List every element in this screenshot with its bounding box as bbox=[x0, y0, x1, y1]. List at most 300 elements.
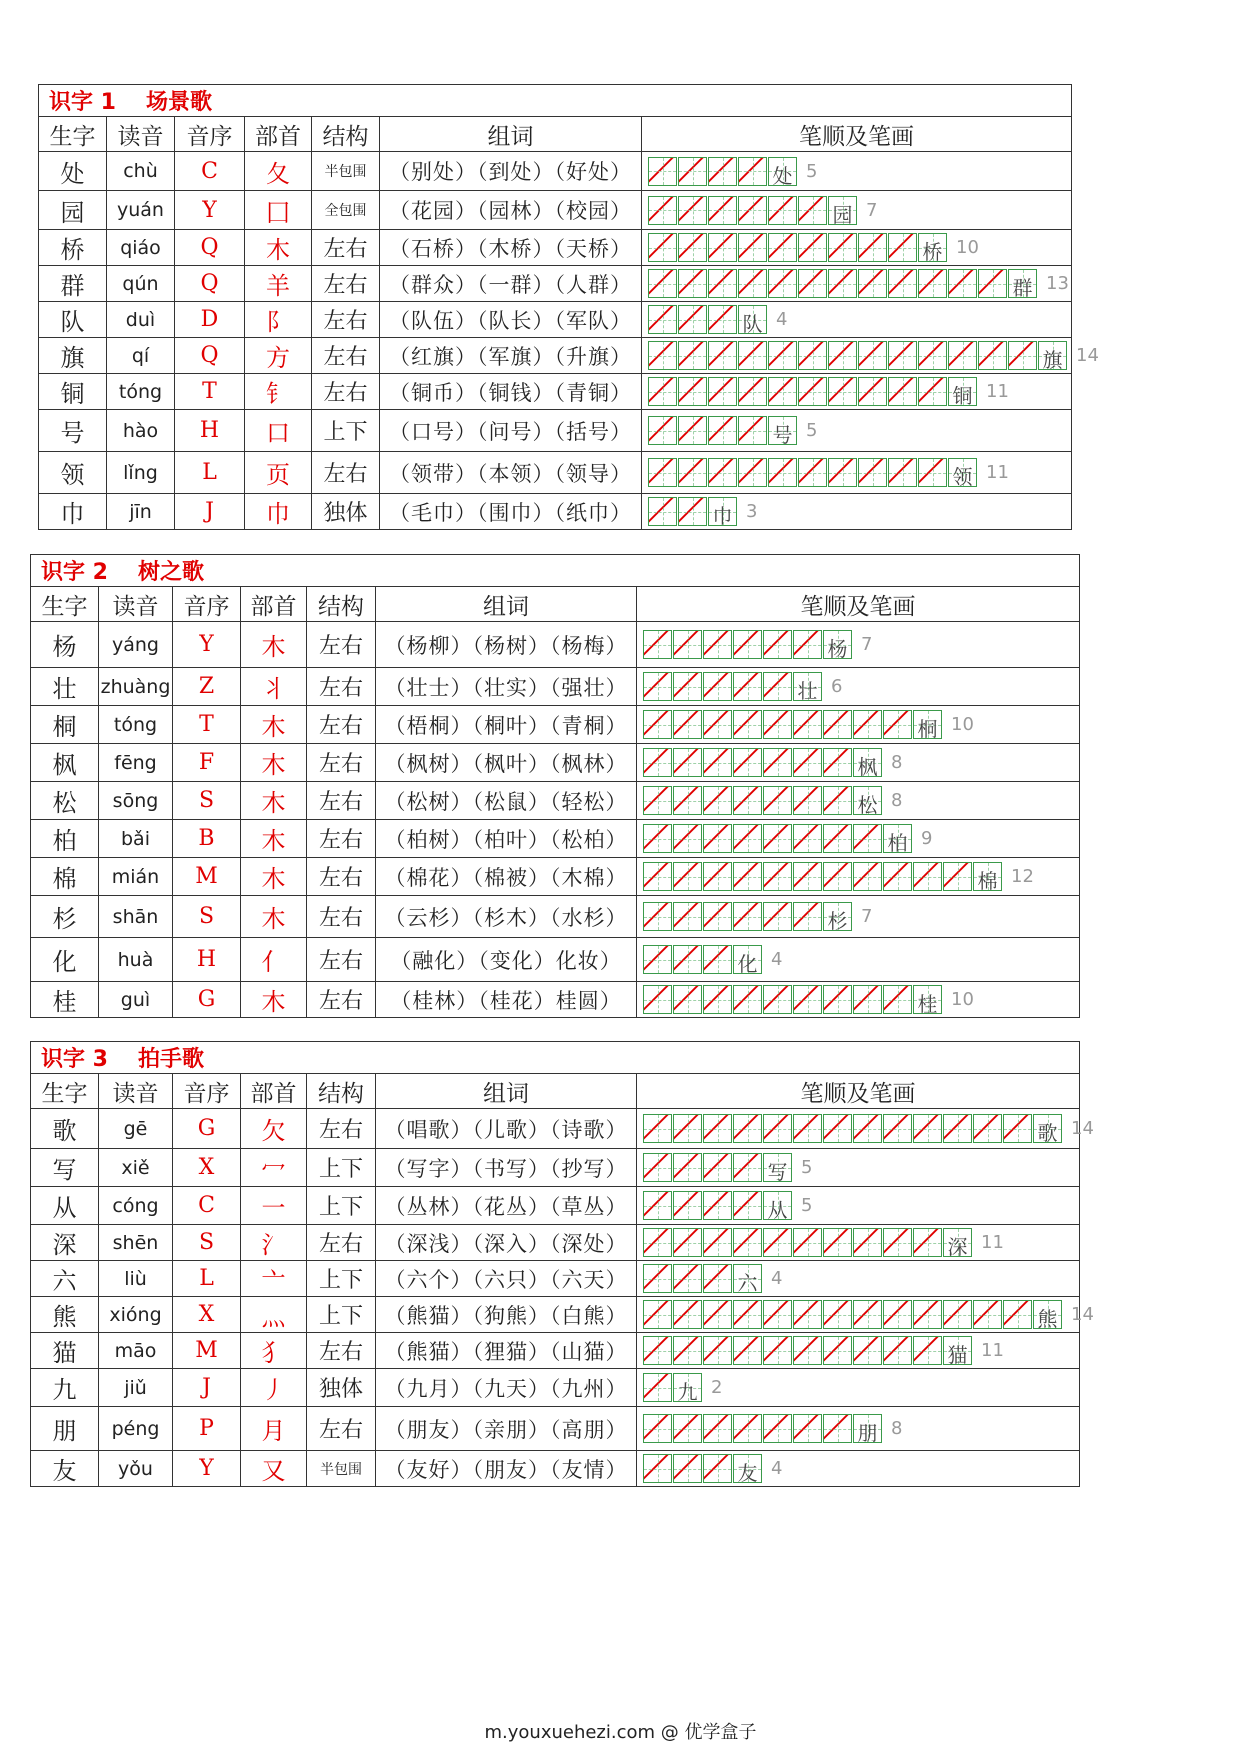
stroke-count: 13 bbox=[1046, 273, 1069, 294]
stroke-final-glyph: 领 bbox=[952, 465, 973, 489]
words-cell: （口号）（问号）（括号） bbox=[380, 410, 642, 452]
words-cell: （红旗）（军旗）（升旗） bbox=[380, 338, 642, 374]
stroke-box bbox=[1033, 1300, 1062, 1329]
structure-cell: 左右 bbox=[312, 230, 380, 266]
character-cell: 桐 bbox=[31, 706, 99, 744]
stroke-box bbox=[738, 196, 767, 225]
header-words: 组词 bbox=[376, 1074, 637, 1109]
words-cell: （铜币）（铜钱）（青铜） bbox=[380, 374, 642, 410]
structure-cell: 左右 bbox=[307, 1225, 376, 1261]
structure-cell: 上下 bbox=[307, 1261, 376, 1297]
radical-cell: 羊 bbox=[245, 266, 312, 302]
stroke-box bbox=[973, 1114, 1002, 1143]
stroke-final-glyph: 壮 bbox=[797, 679, 818, 703]
stroke-box bbox=[643, 985, 672, 1014]
stroke-box bbox=[643, 1228, 672, 1257]
pinyin-cell: guì bbox=[99, 982, 173, 1018]
pinyin-cell: xióng bbox=[99, 1297, 173, 1333]
initial-cell: X bbox=[173, 1149, 241, 1187]
stroke-box bbox=[1003, 1300, 1032, 1329]
words-cell: （毛巾）（围巾）（纸巾） bbox=[380, 494, 642, 530]
radical-cell: 木 bbox=[241, 744, 307, 782]
stroke-box bbox=[643, 1336, 672, 1365]
table-row bbox=[39, 302, 1072, 338]
words-cell: （九月）（九天）（九州） bbox=[376, 1369, 637, 1407]
stroke-box bbox=[853, 1114, 882, 1143]
stroke-final-glyph: 化 bbox=[737, 952, 758, 976]
stroke-final-glyph: 桂 bbox=[917, 992, 938, 1016]
stroke-box bbox=[768, 416, 797, 445]
stroke-order-cell bbox=[637, 1333, 1080, 1369]
radical-cell: 阝 bbox=[245, 302, 312, 338]
character-cell: 巾 bbox=[39, 494, 107, 530]
structure-cell: 左右 bbox=[307, 858, 376, 896]
stroke-box bbox=[703, 945, 732, 974]
stroke-box bbox=[888, 458, 917, 487]
stroke-final-glyph: 枫 bbox=[857, 755, 878, 779]
pinyin-cell: fēng bbox=[99, 744, 173, 782]
stroke-box bbox=[853, 862, 882, 891]
table-row bbox=[31, 982, 1080, 1018]
stroke-box bbox=[703, 1191, 732, 1220]
stroke-box bbox=[1003, 1114, 1032, 1143]
stroke-box bbox=[913, 1228, 942, 1257]
stroke-final-glyph: 处 bbox=[772, 163, 793, 188]
stroke-box bbox=[673, 786, 702, 815]
table-row bbox=[31, 1451, 1080, 1487]
stroke-count: 11 bbox=[981, 1232, 1004, 1253]
pinyin-cell: lǐng bbox=[107, 452, 175, 494]
stroke-box bbox=[643, 1414, 672, 1443]
stroke-box bbox=[733, 1228, 762, 1257]
character-cell: 友 bbox=[31, 1451, 99, 1487]
stroke-box bbox=[648, 233, 677, 262]
initial-cell: H bbox=[173, 938, 241, 982]
header-char: 生字 bbox=[31, 587, 99, 622]
stroke-box bbox=[798, 377, 827, 406]
table-row bbox=[31, 820, 1080, 858]
initial-cell: Q bbox=[175, 230, 245, 266]
stroke-box bbox=[793, 862, 822, 891]
stroke-box bbox=[943, 1300, 972, 1329]
header-pinyin: 读音 bbox=[99, 1074, 173, 1109]
stroke-box bbox=[948, 458, 977, 487]
stroke-box bbox=[763, 710, 792, 739]
stroke-box bbox=[763, 1300, 792, 1329]
stroke-box bbox=[768, 341, 797, 370]
pinyin-cell: hào bbox=[107, 410, 175, 452]
stroke-box bbox=[648, 157, 677, 186]
lesson-title bbox=[31, 555, 1080, 587]
radical-cell: 木 bbox=[241, 622, 307, 668]
stroke-box bbox=[733, 862, 762, 891]
stroke-final-glyph: 棉 bbox=[977, 869, 998, 893]
stroke-box bbox=[823, 985, 852, 1014]
words-cell: （别处）（到处）（好处） bbox=[380, 152, 642, 191]
stroke-count: 8 bbox=[891, 790, 903, 811]
stroke-order-cell bbox=[642, 230, 1072, 266]
stroke-box bbox=[768, 458, 797, 487]
structure-cell: 半包围 bbox=[307, 1451, 376, 1487]
stroke-box bbox=[703, 824, 732, 853]
stroke-box bbox=[673, 710, 702, 739]
stroke-final-glyph: 旗 bbox=[1042, 348, 1063, 372]
structure-cell: 左右 bbox=[312, 302, 380, 338]
stroke-box bbox=[648, 269, 677, 298]
stroke-box bbox=[948, 341, 977, 370]
radical-cell: 冖 bbox=[241, 1149, 307, 1187]
stroke-order-cell bbox=[637, 706, 1080, 744]
structure-cell: 左右 bbox=[312, 452, 380, 494]
stroke-final-glyph: 熊 bbox=[1037, 1307, 1058, 1331]
stroke-count: 14 bbox=[1071, 1304, 1094, 1325]
words-cell: （棉花）（棉被）（木棉） bbox=[376, 858, 637, 896]
table-row bbox=[31, 1407, 1080, 1451]
radical-cell: 亠 bbox=[241, 1261, 307, 1297]
stroke-box bbox=[648, 416, 677, 445]
stroke-box bbox=[1008, 341, 1037, 370]
structure-cell: 半包围 bbox=[312, 152, 380, 191]
pinyin-cell: tóng bbox=[107, 374, 175, 410]
lesson-name: 树之歌 bbox=[137, 560, 204, 585]
radical-cell: 口 bbox=[245, 410, 312, 452]
stroke-box bbox=[678, 377, 707, 406]
table-row bbox=[31, 1109, 1080, 1149]
stroke-box bbox=[793, 748, 822, 777]
stroke-order-cell bbox=[637, 1225, 1080, 1261]
stroke-box bbox=[703, 862, 732, 891]
stroke-final-glyph: 桥 bbox=[922, 240, 943, 264]
stroke-box bbox=[673, 1414, 702, 1443]
header-strokes: 笔顺及笔画 bbox=[637, 1074, 1080, 1109]
table-row bbox=[31, 1297, 1080, 1333]
stroke-box bbox=[1038, 341, 1067, 370]
radical-cell: 一 bbox=[241, 1187, 307, 1225]
stroke-box bbox=[738, 377, 767, 406]
stroke-final-glyph: 号 bbox=[772, 423, 793, 447]
stroke-box bbox=[828, 377, 857, 406]
stroke-box bbox=[918, 341, 947, 370]
stroke-box bbox=[978, 269, 1007, 298]
structure-cell: 左右 bbox=[307, 1333, 376, 1369]
stroke-box bbox=[883, 1114, 912, 1143]
stroke-box bbox=[883, 1228, 912, 1257]
stroke-box bbox=[798, 233, 827, 262]
stroke-box bbox=[708, 305, 737, 334]
table-row bbox=[39, 191, 1072, 230]
initial-cell: L bbox=[175, 452, 245, 494]
stroke-box bbox=[733, 710, 762, 739]
structure-cell: 全包围 bbox=[312, 191, 380, 230]
stroke-final-glyph: 深 bbox=[947, 1235, 968, 1259]
pinyin-cell: zhuàng bbox=[99, 668, 173, 706]
stroke-box bbox=[673, 1191, 702, 1220]
radical-cell: 犭 bbox=[241, 1333, 307, 1369]
character-cell: 写 bbox=[31, 1149, 99, 1187]
stroke-box bbox=[943, 1114, 972, 1143]
stroke-order-cell bbox=[642, 374, 1072, 410]
header-words: 组词 bbox=[380, 117, 642, 152]
radical-cell: 丿 bbox=[241, 1369, 307, 1407]
words-cell: （熊猫）（狗熊）（白熊） bbox=[376, 1297, 637, 1333]
stroke-box bbox=[763, 786, 792, 815]
stroke-box bbox=[793, 672, 822, 701]
pinyin-cell: huà bbox=[99, 938, 173, 982]
stroke-box bbox=[703, 1264, 732, 1293]
structure-cell: 左右 bbox=[307, 706, 376, 744]
stroke-count: 3 bbox=[746, 501, 758, 522]
radical-cell: 木 bbox=[241, 982, 307, 1018]
stroke-box bbox=[828, 196, 857, 225]
stroke-count: 12 bbox=[1011, 866, 1034, 887]
pinyin-cell: yǒu bbox=[99, 1451, 173, 1487]
character-cell: 杨 bbox=[31, 622, 99, 668]
structure-cell: 左右 bbox=[312, 266, 380, 302]
initial-cell: D bbox=[175, 302, 245, 338]
words-cell: （梧桐）（桐叶）（青桐） bbox=[376, 706, 637, 744]
stroke-box bbox=[768, 157, 797, 186]
stroke-box bbox=[673, 1300, 702, 1329]
stroke-box bbox=[673, 672, 702, 701]
structure-cell: 左右 bbox=[307, 820, 376, 858]
pinyin-cell: shān bbox=[99, 896, 173, 938]
stroke-box bbox=[768, 377, 797, 406]
pinyin-cell: yáng bbox=[99, 622, 173, 668]
words-cell: （领带）（本领）（领导） bbox=[380, 452, 642, 494]
initial-cell: Z bbox=[173, 668, 241, 706]
table-row bbox=[31, 744, 1080, 782]
character-cell: 朋 bbox=[31, 1407, 99, 1451]
table-row bbox=[31, 1187, 1080, 1225]
stroke-count: 8 bbox=[891, 752, 903, 773]
stroke-box bbox=[643, 672, 672, 701]
stroke-box bbox=[763, 1153, 792, 1182]
initial-cell: S bbox=[173, 1225, 241, 1261]
stroke-box bbox=[643, 1264, 672, 1293]
stroke-final-glyph: 九 bbox=[677, 1380, 698, 1404]
stroke-box bbox=[648, 497, 677, 526]
initial-cell: X bbox=[173, 1297, 241, 1333]
stroke-box bbox=[828, 233, 857, 262]
stroke-box bbox=[703, 1114, 732, 1143]
words-cell: （花园）（园林）（校园） bbox=[380, 191, 642, 230]
words-cell: （云杉）（杉木）（水杉） bbox=[376, 896, 637, 938]
initial-cell: T bbox=[173, 706, 241, 744]
initial-cell: G bbox=[173, 982, 241, 1018]
stroke-box bbox=[643, 1191, 672, 1220]
stroke-box bbox=[673, 630, 702, 659]
stroke-box bbox=[858, 233, 887, 262]
stroke-box bbox=[763, 1414, 792, 1443]
words-cell: （熊猫）（狸猫）（山猫） bbox=[376, 1333, 637, 1369]
structure-cell: 左右 bbox=[307, 982, 376, 1018]
radical-cell: 氵 bbox=[241, 1225, 307, 1261]
stroke-count: 14 bbox=[1076, 345, 1099, 366]
stroke-count: 8 bbox=[891, 1418, 903, 1439]
stroke-box bbox=[943, 1228, 972, 1257]
stroke-box bbox=[708, 497, 737, 526]
stroke-box bbox=[888, 377, 917, 406]
initial-cell: S bbox=[173, 896, 241, 938]
stroke-final-glyph: 队 bbox=[742, 312, 763, 336]
stroke-box bbox=[738, 416, 767, 445]
stroke-count: 11 bbox=[986, 462, 1009, 483]
stroke-box bbox=[793, 1336, 822, 1365]
character-cell: 从 bbox=[31, 1187, 99, 1225]
character-cell: 枫 bbox=[31, 744, 99, 782]
structure-cell: 左右 bbox=[307, 622, 376, 668]
stroke-box bbox=[768, 269, 797, 298]
stroke-box bbox=[643, 945, 672, 974]
stroke-box bbox=[678, 458, 707, 487]
stroke-final-glyph: 园 bbox=[832, 202, 853, 227]
stroke-count: 14 bbox=[1071, 1118, 1094, 1139]
words-cell: （深浅）（深入）（深处） bbox=[376, 1225, 637, 1261]
radical-cell: 欠 bbox=[241, 1109, 307, 1149]
radical-cell: 钅 bbox=[245, 374, 312, 410]
stroke-final-glyph: 从 bbox=[767, 1198, 788, 1222]
stroke-box bbox=[853, 824, 882, 853]
initial-cell: T bbox=[175, 374, 245, 410]
stroke-box bbox=[913, 1114, 942, 1143]
initial-cell: Y bbox=[175, 191, 245, 230]
stroke-box bbox=[733, 902, 762, 931]
stroke-box bbox=[678, 196, 707, 225]
stroke-final-glyph: 六 bbox=[737, 1271, 758, 1295]
stroke-box bbox=[763, 1228, 792, 1257]
initial-cell: Q bbox=[175, 338, 245, 374]
stroke-order-cell bbox=[637, 820, 1080, 858]
stroke-box bbox=[918, 269, 947, 298]
stroke-box bbox=[823, 1414, 852, 1443]
stroke-box bbox=[673, 985, 702, 1014]
character-cell: 猫 bbox=[31, 1333, 99, 1369]
stroke-box bbox=[973, 1300, 1002, 1329]
character-cell: 松 bbox=[31, 782, 99, 820]
stroke-order-cell bbox=[642, 452, 1072, 494]
stroke-box bbox=[708, 157, 737, 186]
radical-cell: 亻 bbox=[241, 938, 307, 982]
stroke-box bbox=[673, 945, 702, 974]
structure-cell: 左右 bbox=[307, 668, 376, 706]
stroke-box bbox=[883, 710, 912, 739]
stroke-box bbox=[733, 985, 762, 1014]
stroke-order-cell bbox=[642, 494, 1072, 530]
stroke-order-cell bbox=[637, 896, 1080, 938]
character-cell: 铜 bbox=[39, 374, 107, 410]
stroke-box bbox=[768, 196, 797, 225]
stroke-box bbox=[703, 786, 732, 815]
character-cell: 队 bbox=[39, 302, 107, 338]
stroke-box bbox=[678, 305, 707, 334]
header-initial: 音序 bbox=[175, 117, 245, 152]
character-cell: 杉 bbox=[31, 896, 99, 938]
stroke-box bbox=[703, 902, 732, 931]
stroke-box bbox=[858, 341, 887, 370]
radical-cell: 夂 bbox=[245, 152, 312, 191]
stroke-box bbox=[763, 985, 792, 1014]
table-row bbox=[31, 858, 1080, 896]
stroke-count: 7 bbox=[866, 199, 878, 221]
words-cell: （松树）（松鼠）（轻松） bbox=[376, 782, 637, 820]
pinyin-cell: qún bbox=[107, 266, 175, 302]
stroke-box bbox=[643, 710, 672, 739]
radical-cell: 木 bbox=[241, 782, 307, 820]
stroke-box bbox=[853, 710, 882, 739]
stroke-order-cell bbox=[637, 1187, 1080, 1225]
initial-cell: C bbox=[175, 152, 245, 191]
stroke-box bbox=[823, 630, 852, 659]
stroke-box bbox=[708, 416, 737, 445]
table-row bbox=[39, 374, 1072, 410]
character-cell: 群 bbox=[39, 266, 107, 302]
words-cell: （枫树）（枫叶）（枫林） bbox=[376, 744, 637, 782]
stroke-count: 4 bbox=[771, 949, 783, 970]
stroke-box bbox=[763, 1191, 792, 1220]
table-row bbox=[31, 1261, 1080, 1297]
stroke-box bbox=[643, 786, 672, 815]
stroke-order-cell bbox=[637, 1149, 1080, 1187]
character-cell: 园 bbox=[39, 191, 107, 230]
stroke-order-cell bbox=[637, 982, 1080, 1018]
stroke-order-cell bbox=[637, 1109, 1094, 1149]
stroke-count: 10 bbox=[951, 714, 974, 735]
stroke-count: 4 bbox=[776, 309, 788, 330]
stroke-box bbox=[643, 748, 672, 777]
lesson-table bbox=[30, 554, 1080, 1018]
stroke-final-glyph: 铜 bbox=[952, 384, 973, 408]
stroke-box bbox=[793, 710, 822, 739]
table-row bbox=[39, 230, 1072, 266]
stroke-box bbox=[823, 710, 852, 739]
structure-cell: 左右 bbox=[307, 782, 376, 820]
stroke-box bbox=[733, 1414, 762, 1443]
character-cell: 处 bbox=[39, 152, 107, 191]
words-cell: （写字）（书写）（抄写） bbox=[376, 1149, 637, 1187]
stroke-box bbox=[823, 902, 852, 931]
words-cell: （杨柳）（杨树）（杨梅） bbox=[376, 622, 637, 668]
stroke-final-glyph: 柏 bbox=[887, 831, 908, 855]
character-cell: 歌 bbox=[31, 1109, 99, 1149]
header-words: 组词 bbox=[376, 587, 637, 622]
stroke-box bbox=[853, 1336, 882, 1365]
structure-cell: 独体 bbox=[307, 1369, 376, 1407]
stroke-final-glyph: 写 bbox=[767, 1160, 788, 1184]
table-row bbox=[31, 938, 1080, 982]
stroke-order-cell bbox=[637, 782, 1080, 820]
pinyin-cell: duì bbox=[107, 302, 175, 338]
stroke-box bbox=[883, 985, 912, 1014]
pinyin-cell: liù bbox=[99, 1261, 173, 1297]
stroke-final-glyph: 友 bbox=[737, 1461, 758, 1485]
stroke-box bbox=[763, 902, 792, 931]
initial-cell: J bbox=[175, 494, 245, 530]
table-row bbox=[39, 266, 1072, 302]
stroke-order-cell bbox=[642, 152, 1072, 191]
stroke-box bbox=[648, 196, 677, 225]
pinyin-cell: cóng bbox=[99, 1187, 173, 1225]
pinyin-cell: xiě bbox=[99, 1149, 173, 1187]
stroke-box bbox=[733, 1300, 762, 1329]
pinyin-cell: qí bbox=[107, 338, 175, 374]
character-cell: 领 bbox=[39, 452, 107, 494]
character-cell: 桂 bbox=[31, 982, 99, 1018]
lesson-number: 识字 2 bbox=[41, 560, 108, 585]
stroke-order-cell bbox=[637, 1369, 1080, 1407]
lesson-number: 识字 3 bbox=[41, 1047, 108, 1072]
stroke-box bbox=[888, 341, 917, 370]
initial-cell: Y bbox=[173, 1451, 241, 1487]
